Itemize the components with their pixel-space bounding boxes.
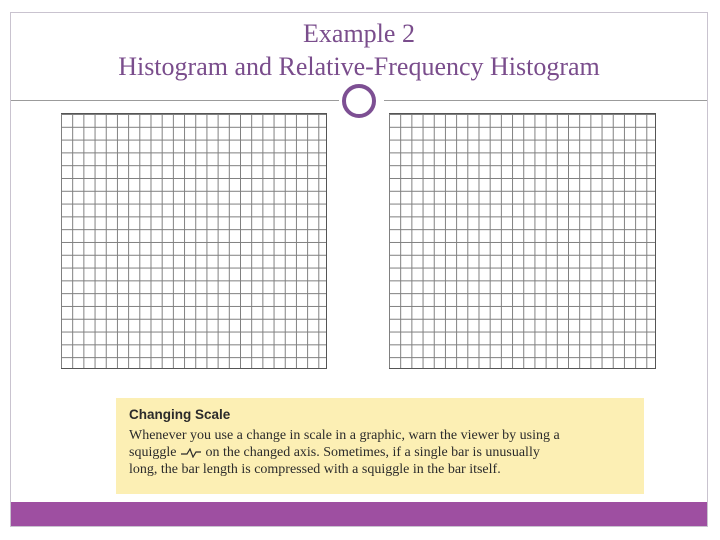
divider-ring-icon xyxy=(342,84,376,118)
footer-accent-bar xyxy=(11,502,707,526)
callout-line-2-end: on the changed axis. Sometimes, if a single bar is unusually xyxy=(205,445,540,460)
callout-heading: Changing Scale xyxy=(129,407,231,422)
histogram-grid xyxy=(61,113,327,369)
title-divider-right xyxy=(384,100,707,101)
title-line-2: Histogram and Relative-Frequency Histogram xyxy=(118,52,600,81)
relative-frequency-histogram-grid xyxy=(389,113,656,369)
title-divider-left xyxy=(11,100,339,101)
callout-body xyxy=(129,427,631,478)
title-line-1: Example 2 xyxy=(303,19,415,48)
squiggle-icon xyxy=(181,448,201,458)
callout-line-3: long, the bar length is compressed with a squiggle in the bar itself. xyxy=(129,462,501,477)
callout-line-1: Whenever you use a change in scale in a graphic, warn the viewer by using a xyxy=(129,428,560,443)
callout-line-2 xyxy=(129,444,631,461)
callout-line-2-start: squiggle xyxy=(129,445,177,460)
changing-scale-callout xyxy=(116,398,644,494)
